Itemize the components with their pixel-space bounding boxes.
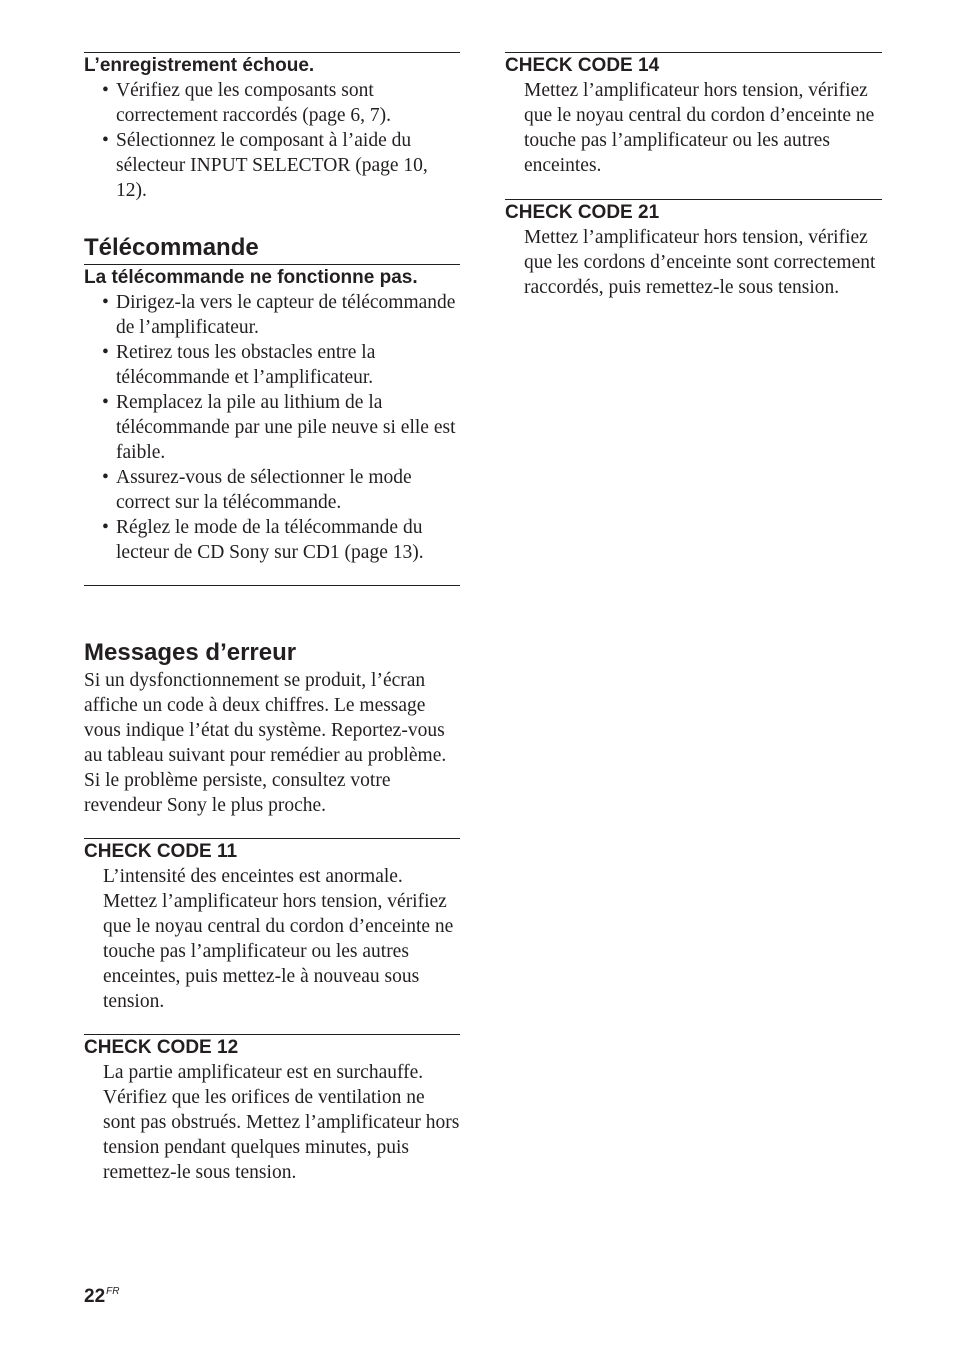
check-code-21-text: Mettez l’amplificateur hors tension, vérifiez que les cordons d’enceinte sont correctement raccordés, puis remettez-le sous tension. xyxy=(524,227,876,298)
recording-fails-heading: L’enregistrement échoue. xyxy=(84,55,315,76)
check-code-11-heading: CHECK CODE 11 xyxy=(84,841,238,862)
list-item: • Retirez tous les obstacles entre la télécommande et l’amplificateur. xyxy=(116,340,460,390)
divider xyxy=(84,585,460,586)
right-column xyxy=(505,52,882,300)
page-number xyxy=(84,1280,119,1309)
check-code-21-heading: CHECK CODE 21 xyxy=(505,202,660,223)
recording-fails-list xyxy=(84,78,460,203)
list-item: • Dirigez-la vers le capteur de télécommande de l’amplificateur. xyxy=(116,290,460,340)
check-code-12-text: La partie amplificateur est en surchauffe. Vérifiez que les orifices de ventilation ne sont pas obstrués. Mettez l’amplificateur hors tension pendant quelques minutes, puis remettez-le sous tension. xyxy=(103,1062,460,1183)
error-messages-section-title: Messages d’erreur xyxy=(84,639,297,666)
list-item: • Réglez le mode de la télécommande du lecteur de CD Sony sur CD1 (page 13). xyxy=(116,515,460,565)
list-item: • Vérifiez que les composants sont correctement raccordés (page 6, 7). xyxy=(116,78,460,128)
left-column xyxy=(84,52,460,1185)
remote-section-title: Télécommande xyxy=(84,234,259,261)
list-item: • Sélectionnez le composant à l’aide du sélecteur INPUT SELECTOR (page 10, 12). xyxy=(116,128,460,203)
check-code-11-text: L’intensité des enceintes est anormale. Mettez l’amplificateur hors tension, vérifiez que le noyau central du cordon d’enceinte ne touche pas l’amplificateur ou les autres enceintes, puis mettez-le à nouveau sous tension. xyxy=(103,866,454,1012)
list-item: • Remplacez la pile au lithium de la télécommande par une pile neuve si elle est faible. xyxy=(116,390,460,465)
page-number-value: 22 xyxy=(84,1286,106,1307)
check-code-14-text: Mettez l’amplificateur hors tension, vérifiez que le noyau central du cordon d’enceinte ne touche pas l’amplificateur ou les autres enceintes. xyxy=(524,80,875,176)
remote-not-working-heading: La télécommande ne fonctionne pas. xyxy=(84,267,418,288)
check-code-14-heading: CHECK CODE 14 xyxy=(505,55,660,76)
error-messages-intro: Si un dysfonctionnement se produit, l’écran affiche un code à deux chiffres. Le message vous indique l’état du système. Reportez-vous au tableau suivant pour remédier au problème. Si le problème persiste, consultez votre revendeur Sony le plus proche. xyxy=(84,670,447,816)
remote-not-working-list xyxy=(84,290,460,565)
check-code-12-heading: CHECK CODE 12 xyxy=(84,1037,239,1058)
list-item: • Assurez-vous de sélectionner le mode correct sur la télécommande. xyxy=(116,465,460,515)
page-language-suffix: FR xyxy=(106,1286,120,1297)
